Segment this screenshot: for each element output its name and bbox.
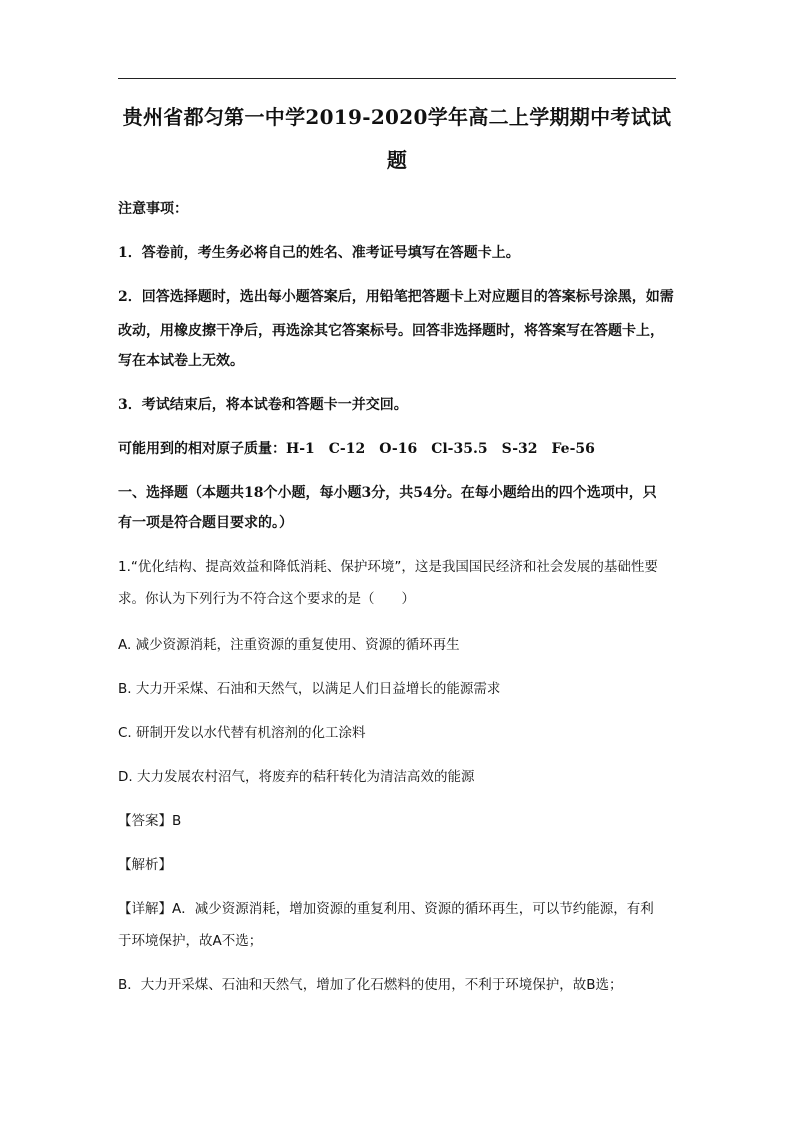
detail-line2: 于环境保护，故A不选； (118, 933, 263, 949)
exam-title-line1: 贵州省都匀第一中学2019-2020学年高二上学期期中考试试 (122, 105, 672, 129)
analysis-heading: 【解析】 (118, 857, 172, 873)
notice-item-1: 1．答卷前，考生务必将自己的姓名、准考证号填写在答题卡上。 (118, 245, 520, 261)
option-a: A. 减少资源消耗，注重资源的重复使用、资源的循环再生 (118, 637, 460, 653)
question-1-stem-line2: 求。你认为下列行为不符合这个要求的是（ ） (118, 591, 415, 607)
header-rule (118, 78, 676, 79)
exam-title-line2: 题 (386, 148, 408, 172)
notice-item-2-line2: 改动，用橡皮擦干净后，再选涂其它答案标号。回答非选择题时，将答案写在答题卡上， (118, 323, 664, 339)
notice-heading: 注意事项： (118, 201, 188, 217)
answer-line: 【答案】B (118, 813, 182, 829)
question-1-stem-line1: 1.“优化结构、提高效益和降低消耗、保护环境”，这是我国国民经济和社会发展的基础性要 (118, 559, 658, 575)
notice-item-3: 3．考试结束后，将本试卷和答题卡一并交回。 (118, 397, 408, 413)
notice-item-2-line3: 写在本试卷上无效。 (118, 353, 244, 369)
option-d: D. 大力发展农村沼气，将废弃的秸秆转化为清洁高效的能源 (118, 769, 475, 785)
detail-line3: B．大力开采煤、石油和天然气，增加了化石燃料的使用，不利于环境保护，故B选； (118, 977, 623, 993)
section-heading-line2: 有一项是符合题目要求的。） (118, 515, 293, 531)
notice-item-2-line1: 2．回答选择题时，选出每小题答案后，用铅笔把答题卡上对应题目的答案标号涂黑，如需 (118, 289, 674, 305)
detail-line1: 【详解】A．减少资源消耗，增加资源的重复利用、资源的循环再生，可以节约能源，有利 (118, 901, 654, 917)
option-c: C. 研制开发以水代替有机溶剂的化工涂料 (118, 725, 366, 741)
atomic-masses: 可能用到的相对原子质量：H-1 C-12 O-16 Cl-35.5 S-32 Fe-56 (118, 441, 595, 457)
section-heading-line1: 一、选择题（本题共18个小题，每小题3分，共54分。在每小题给出的四个选项中，只 (118, 485, 657, 501)
option-b: B. 大力开采煤、石油和天然气，以满足人们日益增长的能源需求 (118, 681, 501, 697)
